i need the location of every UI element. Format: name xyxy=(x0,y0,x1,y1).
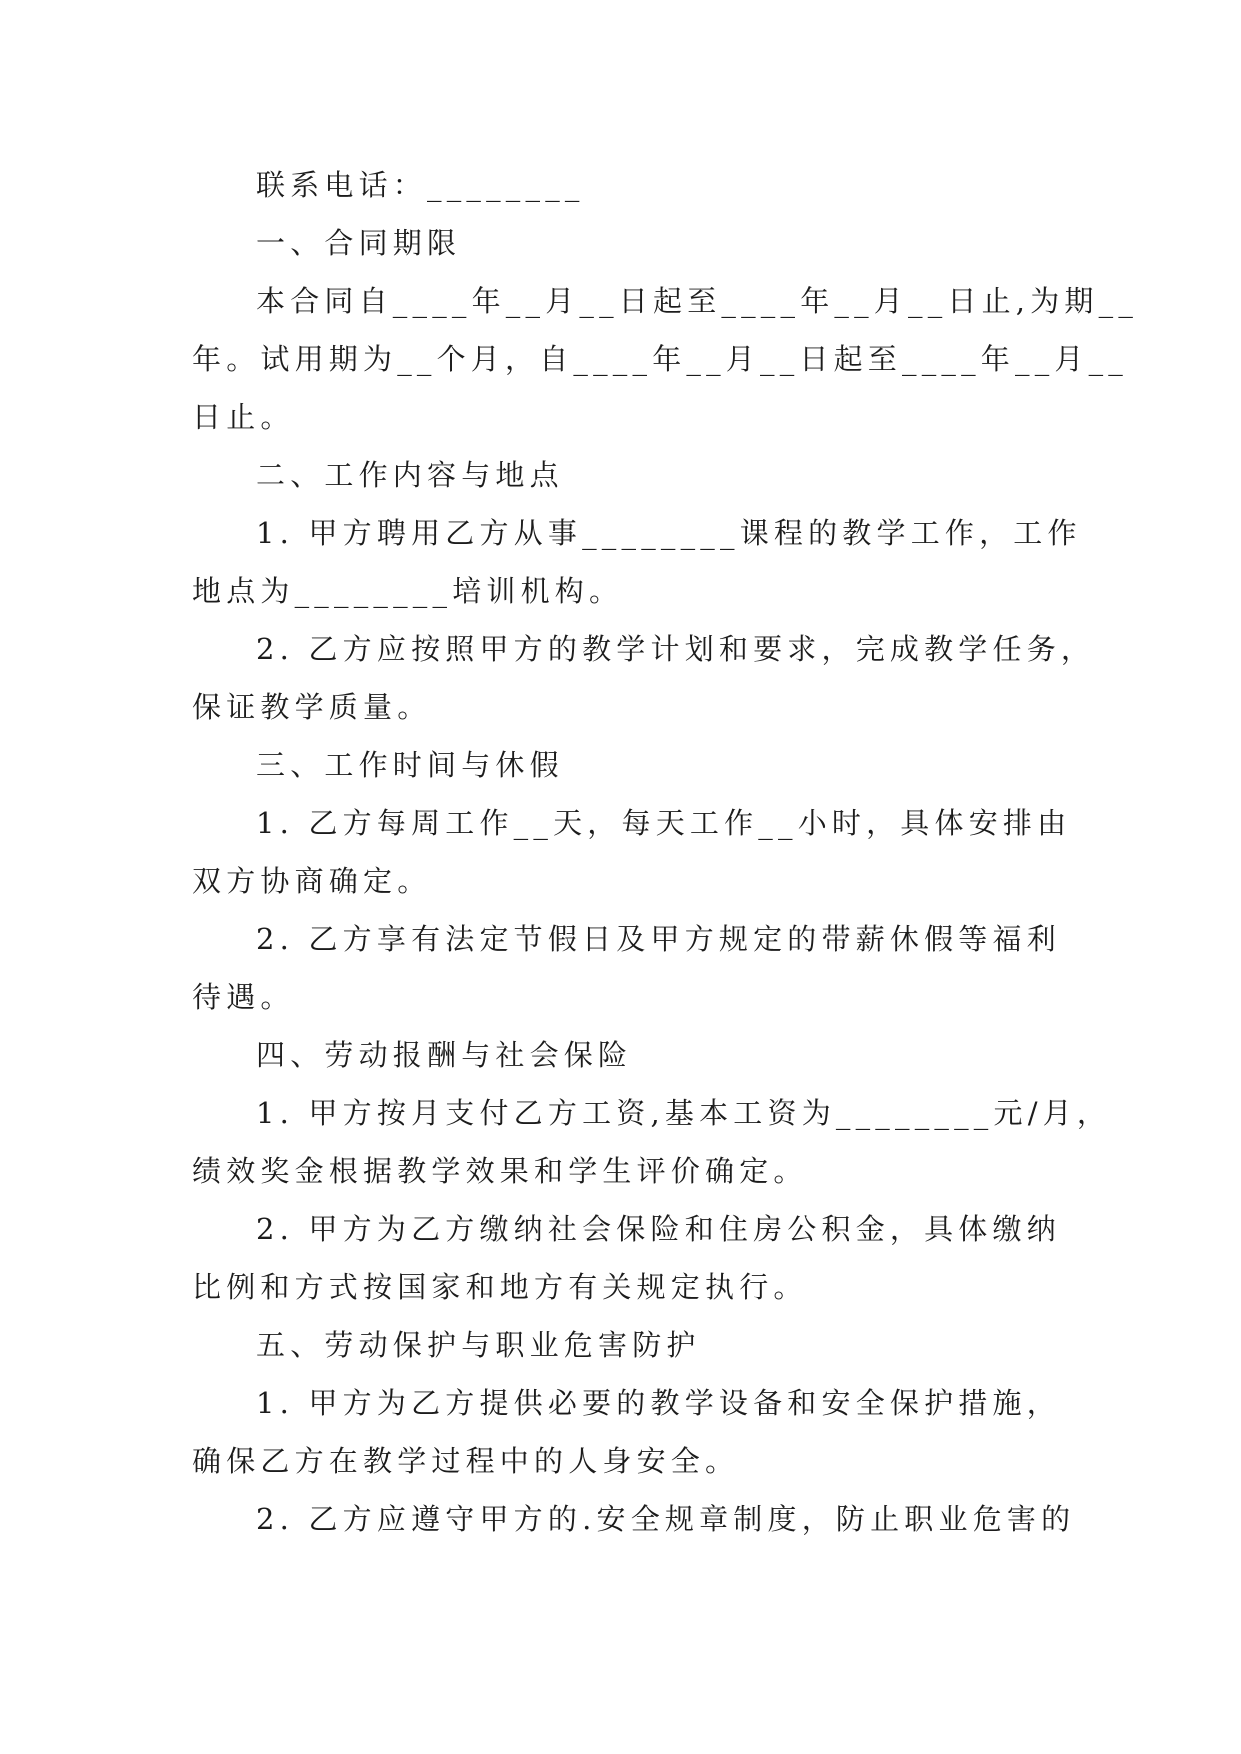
paragraph-line: 年。试用期为__个月，自____年__月__日起至____年__月__ xyxy=(192,342,1129,376)
section-heading-remuneration: 四、劳动报酬与社会保险 xyxy=(256,1038,633,1072)
paragraph-line: 1. 甲方为乙方提供必要的教学设备和安全保护措施， xyxy=(256,1386,1061,1420)
paragraph-line: 2. 乙方应遵守甲方的.安全规章制度，防止职业危害的 xyxy=(256,1502,1076,1536)
paragraph-line: 确保乙方在教学过程中的人身安全。 xyxy=(192,1444,740,1478)
paragraph-line: 比例和方式按国家和地方有关规定执行。 xyxy=(192,1270,808,1304)
section-heading-work-hours: 三、工作时间与休假 xyxy=(256,748,564,782)
paragraph-line: 1. 甲方按月支付乙方工资,基本工资为________元/月， xyxy=(256,1096,1112,1130)
paragraph-line: 双方协商确定。 xyxy=(192,864,432,898)
paragraph-line: 日止。 xyxy=(192,400,295,434)
paragraph-line: 待遇。 xyxy=(192,980,295,1014)
paragraph-line: 1. 甲方聘用乙方从事________课程的教学工作，工作 xyxy=(256,516,1082,550)
paragraph-line: 2. 乙方应按照甲方的教学计划和要求，完成教学任务， xyxy=(256,632,1096,666)
contact-phone-line: 联系电话：________ xyxy=(256,168,585,202)
section-heading-contract-term: 一、合同期限 xyxy=(256,226,462,260)
paragraph-line: 保证教学质量。 xyxy=(192,690,432,724)
paragraph-line: 本合同自____年__月__日起至____年__月__日止,为期__ xyxy=(256,284,1139,318)
section-heading-work-content: 二、工作内容与地点 xyxy=(256,458,564,492)
paragraph-line: 2. 甲方为乙方缴纳社会保险和住房公积金，具体缴纳 xyxy=(256,1212,1061,1246)
paragraph-line: 绩效奖金根据教学效果和学生评价确定。 xyxy=(192,1154,808,1188)
section-heading-labor-protection: 五、劳动保护与职业危害防护 xyxy=(256,1328,701,1362)
paragraph-line: 1. 乙方每周工作__天，每天工作__小时，具体安排由 xyxy=(256,806,1072,840)
paragraph-line: 2. 乙方享有法定节假日及甲方规定的带薪休假等福利 xyxy=(256,922,1061,956)
paragraph-line: 地点为________培训机构。 xyxy=(192,574,624,608)
